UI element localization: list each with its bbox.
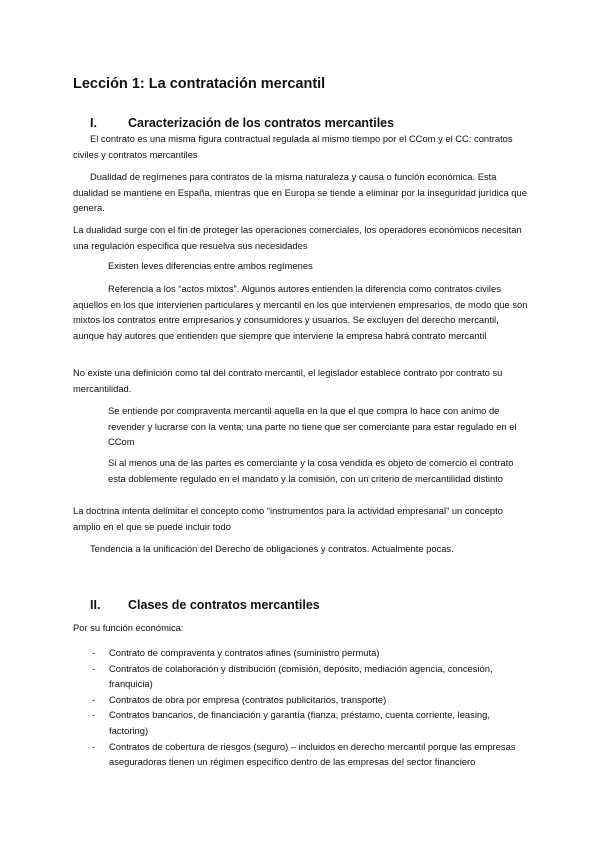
paragraph: Existen leves diferencias entre ambos regímenes <box>108 260 313 271</box>
list-item <box>73 739 529 770</box>
paragraph: Referencia a los “actos mixtos”. Algunos autores entienden la diferencia como contratos civiles aquellos en los que intervienen particulares y mercantil en los que intervienen empresarios, de modo que son mixtos los contratos entre empresarios y consumidores y usuarios. Se excluyen del derecho mercantil, aunque hay autores que entienden que siempre que interviene la empresa habrá contrato mercantil <box>73 283 528 341</box>
list-item-text: Contrato de compraventa y contratos afines (suministro permuta) <box>109 647 380 658</box>
paragraph: La dualidad surge con el fin de proteger las operaciones comerciales, los operadores económicos necesitan una regulación especifica que resuelva sus necesidades <box>73 224 522 251</box>
paragraph: La doctrina intenta delimitar el concepto como “instrumentos para la actividad empresarial” un concepto amplio en el que se puede incluir todo <box>73 505 503 532</box>
list-item <box>73 661 529 692</box>
section-number: II. <box>90 598 101 612</box>
paragraph: El contrato es una misma figura contractual regulada al mismo tiempo por el CCom y el CC: contratos civiles y contratos mercantiles <box>73 133 513 160</box>
list-item <box>73 645 529 661</box>
list-item <box>73 707 529 738</box>
paragraph: Tendencia a la unificación del Derecho de obligaciones y contratos. Actualmente pocas. <box>90 543 454 554</box>
paragraph: Dualidad de regímenes para contratos de la misma naturaleza y causa o función económica. Esta dualidad se mantiene en España, mientras que en Europa se tiende a eliminar por la inseguridad jurídica que genera. <box>73 171 527 214</box>
list-item-text: Contratos de obra por empresa (contratos publicitarios, transporte) <box>109 693 387 705</box>
bullet-dash: - <box>92 709 96 721</box>
section-number: I. <box>90 116 97 130</box>
document-title: Lección 1: La contratación mercantil <box>73 76 326 92</box>
bullet-dash: - <box>92 740 96 752</box>
bullet-dash: - <box>92 662 96 674</box>
bullet-dash: - <box>92 647 96 658</box>
indented-paragraph: Se entiende por compraventa mercantil aquella en la que el que compra lo hace con animo de revender y lucrarse con la venta; una parte no tiene que ser comerciante para estar regulado en el CCom <box>108 405 517 448</box>
list-item-text: Contratos bancarios, de financiación y garantía (fianza, préstamo, cuenta corriente, leasing, factoring) <box>109 709 490 736</box>
paragraph: No existe una definición como tal del contrato mercantil, el legislador establece contrato por contrato su mercantilidad. <box>73 367 503 394</box>
list-item-text: Contratos de cobertura de riesgos (seguro) – incluidos en derecho mercantil porque las empresas aseguradoras tienen un régimen especifico dentro de las empresas del sector financiero <box>109 740 516 768</box>
list-item-text: Contratos de colaboración y distribución (comisión, depósito, mediación agencia, concesión, franquicia) <box>109 662 493 690</box>
list-item <box>73 692 529 708</box>
section-title: Clases de contratos mercantiles <box>128 598 320 612</box>
section-title: Caracterización de los contratos mercantiles <box>128 116 395 130</box>
bullet-dash: - <box>92 693 96 705</box>
list-intro: Por su función económica: <box>73 622 184 633</box>
indented-paragraph: Si al menos una de las partes es comerciante y la cosa vendida es objeto de comercio el contrato esta doblemente regulado en el mandato y la comisión, con un criterio de mercantilidad distinto <box>108 457 514 484</box>
contract-types-list <box>73 645 529 770</box>
